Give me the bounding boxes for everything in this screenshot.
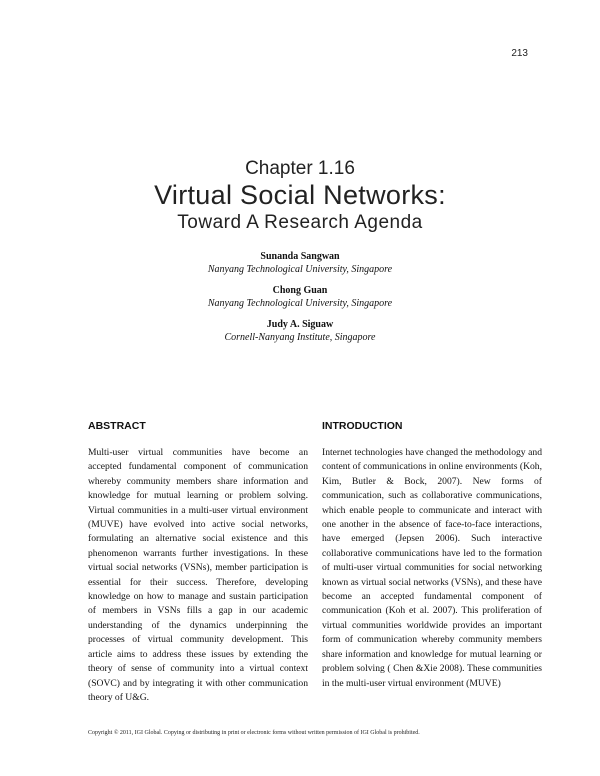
introduction-column — [322, 420, 542, 691]
author-affiliation: Nanyang Technological University, Singapore — [207, 264, 393, 275]
author-affiliation: Cornell-Nanyang Institute, Singapore — [224, 332, 376, 343]
abstract-heading: ABSTRACT — [88, 420, 146, 432]
author-name: Judy A. Siguaw — [266, 319, 334, 330]
chapter-label: Chapter 1.16 — [245, 158, 355, 179]
abstract-text: Multi-user virtual communities have become an accepted fundamental component of communication whereby community members share information and knowledge for mutual learning or problem solving. Virtual communities in a multi-user virtual environment (MUVE) have evolved into active social networks, formulating an alternative social existence and this phenomenon warrants further investigations. In these virtual social networks (VSNs), member participation is essential for their success. Therefore, developing knowledge on how to manage and sustain participation of members in VSNs fills a gap in our academic understanding of the dynamics underpinning the processes of virtual community development. This article aims to address these issues by extending the theory of sense of community into a virtual context (SOVC) and by integrating it with other communication theory of U&G. — [88, 447, 308, 703]
author-affiliation: Nanyang Technological University, Singapore — [207, 298, 393, 309]
chapter-title: Virtual Social Networks: — [154, 180, 446, 210]
author-name: Chong Guan — [272, 285, 328, 296]
author-block — [0, 284, 600, 310]
page-number: 213 — [511, 48, 528, 59]
abstract-column — [88, 420, 308, 705]
author-block — [0, 250, 600, 276]
introduction-heading: INTRODUCTION — [322, 420, 403, 432]
author-name: Sunanda Sangwan — [260, 251, 340, 262]
chapter-subtitle: Toward A Research Agenda — [177, 212, 423, 233]
author-list — [0, 250, 600, 352]
introduction-text: Internet technologies have changed the methodology and content of communications in online environments (Koh, Kim, Butler & Bock, 2007). New forms of communication, such as collaborative communications, which enable people to communicate and interact with one another in the absence of face-to-face interactions, have emerged (Jepsen 2006). Such interactive collaborative communications have led to the formation of multi-user virtual communities for social networking known as virtual social networks (VSNs), and these have become an accepted fundamental component of communication (Koh et al. 2007). This proliferation of virtual communities worldwide provides an important form of communication whereby community members share information and knowledge for mutual learning or problem solving ( Chen &Xie 2008). These communities in the multi-user virtual environment (MUVE) — [322, 447, 542, 689]
author-block — [0, 318, 600, 344]
copyright-footer: Copyright © 2011, IGI Global. Copying or distributing in print or electronic forms without written permission of IGI Global is prohibited. — [88, 730, 420, 736]
